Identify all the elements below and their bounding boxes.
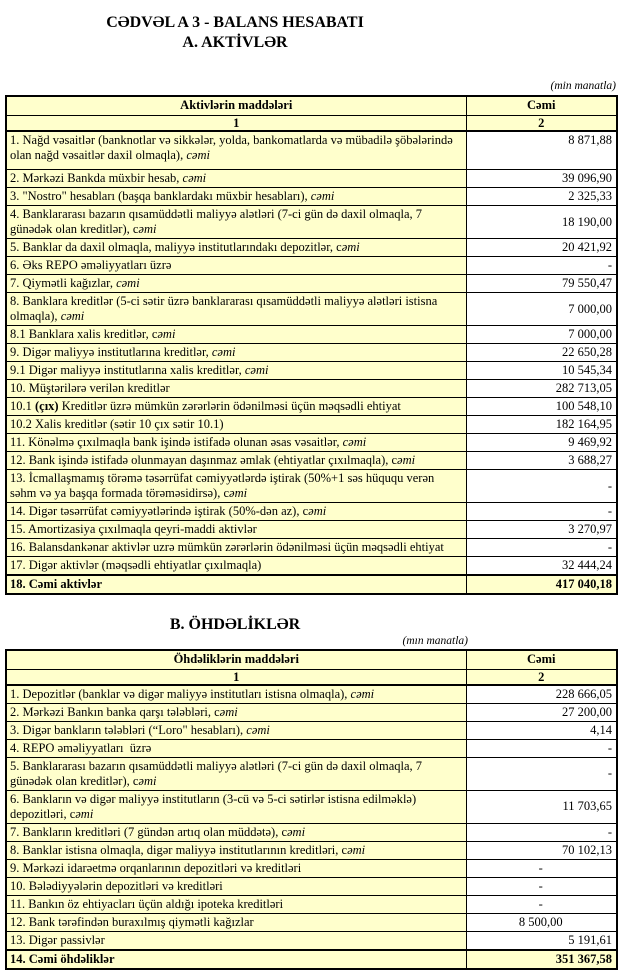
table-row — [6, 913, 617, 931]
row-label-segment: 17. Digər aktivlər (məqsədli ehtiyatlar çıxılmaqla) — [10, 558, 262, 572]
row-value: - — [466, 859, 617, 877]
row-label — [6, 131, 466, 170]
row-label — [6, 913, 466, 931]
row-value: 9 469,92 — [466, 434, 617, 452]
row-value: 7 000,00 — [466, 293, 617, 326]
row-label — [6, 739, 466, 757]
table-row — [6, 188, 617, 206]
page-title-line2: A. AKTİVLƏR — [182, 34, 288, 51]
row-label — [6, 239, 466, 257]
row-value: 5 191,61 — [466, 931, 617, 950]
row-label — [6, 950, 466, 969]
row-label-segment: 16. Balansdankənar aktivlər uzrə mümkün zərərlərin ödənilməsi üçün məqsədli ehtiyat — [10, 540, 444, 554]
row-label-segment: cəmi — [211, 345, 236, 359]
table-row — [6, 703, 617, 721]
row-value: 8 500,00 — [466, 913, 617, 931]
row-value: - — [466, 757, 617, 790]
row-label-segment: 10. Bələdiyyələrin depozitləri və kreditləri — [10, 878, 223, 893]
row-value: 2 325,33 — [466, 188, 617, 206]
table-row — [6, 293, 617, 326]
row-label-segment: 2. Mərkəzi Bankın banka qarşı tələbləri, c — [10, 704, 220, 719]
row-value: 20 421,92 — [466, 239, 617, 257]
row-label — [6, 275, 466, 293]
row-value: 32 444,24 — [466, 557, 617, 576]
row-label-segment: cəmi — [350, 686, 375, 701]
row-label — [6, 721, 466, 739]
section-b-title: B. ÖHDƏLİKLƏR — [169, 616, 301, 633]
row-label-segment: 9.1 Digər maliyyə institutlarına xalis kreditlər, — [10, 363, 245, 377]
assets-col2-header: Cəmi — [466, 96, 617, 115]
table-row — [6, 434, 617, 452]
row-label-segment: 12. Bank işində istifadə olunmayan daşınmaz əmlak (ehtiyatlar çıxılmaqla), c — [10, 453, 398, 467]
table-row — [6, 790, 617, 823]
table-row — [6, 931, 617, 950]
row-label-segment: 9. Digər maliyyə institutlarına kreditlər, — [10, 345, 212, 359]
row-label — [6, 206, 466, 239]
assets-table-body — [6, 131, 617, 595]
row-value: - — [466, 823, 617, 841]
table-row — [6, 557, 617, 576]
row-label-segment: əmi — [287, 824, 306, 839]
row-label — [6, 703, 466, 721]
table-row — [6, 257, 617, 275]
row-label — [6, 416, 466, 434]
table-row — [6, 398, 617, 416]
row-value: 228 666,05 — [466, 685, 617, 704]
assets-col1-header: Aktivlərin maddələri — [6, 96, 466, 115]
row-label — [6, 877, 466, 895]
unit-note-assets: (min manatla) — [550, 80, 616, 92]
row-value: 3 270,97 — [466, 521, 617, 539]
row-label-segment: 11. Könəlmə çıxılmaqla bank işində istifadə olunan əsas vəsaitlər, — [10, 435, 343, 449]
row-value: 79 550,47 — [466, 275, 617, 293]
row-value: 100 548,10 — [466, 398, 617, 416]
row-label-segment: 12. Bank tərəfindən buraxılmış qiymətli kağızlar — [10, 914, 254, 929]
row-label-segment: 10.2 Xalis kreditlər (sətir 10 çıx sətir 10.1) — [10, 417, 224, 431]
table-row — [6, 470, 617, 503]
table-row — [6, 452, 617, 470]
table-row — [6, 275, 617, 293]
row-value: - — [466, 470, 617, 503]
row-label-segment: Kreditlər üzrə mümkün zərərlərin ödənilməsi üçün məqsədli ehtiyat — [58, 399, 401, 413]
table-row — [6, 206, 617, 239]
table-row — [6, 841, 617, 859]
row-label-segment: əmi — [347, 842, 366, 857]
row-label — [6, 790, 466, 823]
row-label-segment: 7. Bankların kreditləri (7 gündən artıq olan müddətə), c — [10, 824, 287, 839]
table-row — [6, 239, 617, 257]
row-value: 10 545,34 — [466, 362, 617, 380]
row-value: 3 688,27 — [466, 452, 617, 470]
row-value: 27 200,00 — [466, 703, 617, 721]
row-label-segment: 2. Mərkəzi Bankda müxbir hesab, — [10, 171, 183, 185]
row-label — [6, 452, 466, 470]
row-label-segment: 5. Banklar da daxil olmaqla, maliyyə institutlarındakı depozitlər, c — [10, 240, 342, 254]
row-label-segment: əmi — [219, 704, 238, 719]
row-value: 351 367,58 — [466, 950, 617, 969]
row-value: - — [466, 739, 617, 757]
page-title-line1: CƏDVƏL A 3 - BALANS HESABATI — [106, 14, 364, 31]
row-label-segment: əmi — [75, 806, 94, 821]
row-label — [6, 685, 466, 704]
row-label-segment: əmi — [308, 504, 327, 518]
table-row — [6, 503, 617, 521]
row-value: - — [466, 877, 617, 895]
row-label-segment: əmi — [397, 453, 416, 467]
row-label-segment: 8. Banklar istisna olmaqla, digər maliyyə institutlarının kreditləri, c — [10, 842, 348, 857]
assets-index-row — [6, 115, 617, 131]
row-value: 8 871,88 — [466, 131, 617, 170]
row-label-segment: əmi — [157, 327, 176, 341]
table-row — [6, 416, 617, 434]
row-label-segment: 8.1 Banklara xalis kreditlər, c — [10, 327, 158, 341]
table-row — [6, 539, 617, 557]
row-label-segment: əmi — [229, 486, 248, 500]
row-label — [6, 931, 466, 950]
row-label-segment: 13. İcmallaşmamış törəmə təsərrüfat cəmiyyətlərdə iştirak (50%+1 səs hüququ verən səhm və ya başqa formada törəməsidirsə), c — [10, 471, 438, 500]
row-label — [6, 293, 466, 326]
row-label-segment: 6. Əks REPO əməliyyatları üzrə — [10, 258, 172, 272]
row-label-segment: 5. Banklararası bazarın qısamüddətli maliyyə alətləri (7-ci gün də daxil olmaqla, 7 günədək olan kreditlər), c — [10, 758, 426, 788]
table-row — [6, 170, 617, 188]
row-label-segment: cəmi — [310, 189, 335, 203]
row-label — [6, 823, 466, 841]
table-row — [6, 131, 617, 170]
row-value: 417 040,18 — [466, 575, 617, 594]
row-value: 282 713,05 — [466, 380, 617, 398]
table-row — [6, 739, 617, 757]
unit-note-liabilities: (mın manatla) — [402, 635, 468, 647]
row-label-segment: (çıx) — [35, 399, 59, 413]
row-label-segment: cəmi — [186, 147, 210, 162]
row-label — [6, 841, 466, 859]
row-label-segment: cəmi — [244, 363, 269, 377]
row-value: 182 164,95 — [466, 416, 617, 434]
row-value: 70 102,13 — [466, 841, 617, 859]
row-label — [6, 575, 466, 594]
row-label — [6, 470, 466, 503]
table-row — [6, 344, 617, 362]
row-label-segment: 7. Qiymətli kağızlar, — [10, 276, 117, 290]
table-row — [6, 823, 617, 841]
row-value: 7 000,00 — [466, 326, 617, 344]
row-label-segment: 10.1 — [10, 399, 35, 413]
row-label-segment: 1. Nağd vəsaitlər (banknotlar və sikkələr, yolda, bankomatlarda və mübadilə şöbələrində olan nağd vəsaitlər daxil olmaqla), — [10, 132, 456, 162]
row-label-segment: 18. Cəmi aktivlər — [10, 577, 102, 591]
row-label-segment: 13. Digər passivlər — [10, 932, 105, 947]
row-label — [6, 503, 466, 521]
row-label-segment: cəmi — [342, 435, 367, 449]
row-value: 22 650,28 — [466, 344, 617, 362]
row-label — [6, 521, 466, 539]
row-value: - — [466, 895, 617, 913]
liabilities-col2-header: Cəmi — [466, 650, 617, 669]
row-label — [6, 434, 466, 452]
table-row — [6, 326, 617, 344]
table-row — [6, 685, 617, 704]
page-title — [5, 13, 465, 53]
assets-header-row — [6, 96, 617, 115]
row-label-segment: 14. Digər təsərrüfat cəmiyyətlərində iştirak (50%-dən az), c — [10, 504, 309, 518]
row-label — [6, 188, 466, 206]
row-label-segment: əmi — [341, 240, 360, 254]
liabilities-col1-index: 1 — [6, 669, 466, 685]
liabilities-header-row — [6, 650, 617, 669]
row-label — [6, 398, 466, 416]
liabilities-table — [5, 649, 618, 970]
row-value: - — [466, 503, 617, 521]
row-value: - — [466, 257, 617, 275]
row-label — [6, 757, 466, 790]
row-label-segment: əmi — [138, 222, 157, 236]
row-label — [6, 344, 466, 362]
row-label-segment: cəmi — [246, 722, 270, 737]
table-row — [6, 380, 617, 398]
table-row — [6, 877, 617, 895]
row-label — [6, 859, 466, 877]
table-row — [6, 950, 617, 969]
row-label — [6, 895, 466, 913]
row-label — [6, 557, 466, 576]
row-label-segment: 3. Digər bankların tələbləri (“Loro" hesabları), — [10, 722, 247, 737]
row-label-segment: 3. "Nostro" hesabları (başqa banklardakı müxbir hesabları), — [10, 189, 311, 203]
row-label-segment: 14. Cəmi öhdəliklər — [10, 951, 115, 966]
row-label-segment: 8. Banklara kreditlər (5-ci sətir üzrə banklararası qısamüddətli maliyyə alətləri istisna olmaqla), — [10, 294, 441, 323]
row-label-segment: cəmi — [182, 171, 207, 185]
table-row — [6, 895, 617, 913]
liabilities-col1-header: Öhdəliklərin maddələri — [6, 650, 466, 669]
assets-table — [5, 95, 618, 595]
row-label-segment: 1. Depozitlər (banklar və digər maliyyə institutları istisna olmaqla), — [10, 686, 351, 701]
liabilities-col2-index: 2 — [466, 669, 617, 685]
row-label-segment: cəmi — [116, 276, 140, 290]
row-label — [6, 170, 466, 188]
row-label-segment: 15. Amortizasiya çıxılmaqla qeyri-maddi aktivlər — [10, 522, 257, 536]
row-label — [6, 362, 466, 380]
assets-col1-index: 1 — [6, 115, 466, 131]
row-label-segment: 4. Banklararası bazarın qısamüddətli maliyyə alətləri (7-ci gün də daxil olmaqla, 7 günədək olan kreditlər), c — [10, 207, 426, 236]
row-label-segment: 4. REPO əməliyyatları üzrə — [10, 740, 152, 755]
assets-col2-index: 2 — [466, 115, 617, 131]
row-label — [6, 257, 466, 275]
row-value: 39 096,90 — [466, 170, 617, 188]
liabilities-table-body — [6, 685, 617, 969]
row-label-segment: əmi — [138, 773, 157, 788]
row-label-segment: 6. Bankların və digər maliyyə institutların (3-cü və 5-ci sətirlər istisna edilməklə) depozitləri, c — [10, 791, 420, 821]
liabilities-index-row — [6, 669, 617, 685]
row-label-segment: 9. Mərkəzi idarəetmə orqanlarının depozitləri və kreditləri — [10, 860, 302, 875]
row-label-segment: 10. Müştərilərə verilən kreditlər — [10, 381, 170, 395]
table-row — [6, 362, 617, 380]
row-label-segment: 11. Bankın öz ehtiyacları üçün aldığı ipoteka kreditləri — [10, 896, 284, 911]
row-value: 11 703,65 — [466, 790, 617, 823]
row-label — [6, 380, 466, 398]
table-row — [6, 721, 617, 739]
row-label — [6, 326, 466, 344]
table-row — [6, 521, 617, 539]
row-label — [6, 539, 466, 557]
table-row — [6, 575, 617, 594]
row-value: - — [466, 539, 617, 557]
table-row — [6, 859, 617, 877]
table-row — [6, 757, 617, 790]
row-value: 18 190,00 — [466, 206, 617, 239]
row-value: 4,14 — [466, 721, 617, 739]
row-label-segment: cəmi — [60, 309, 85, 323]
